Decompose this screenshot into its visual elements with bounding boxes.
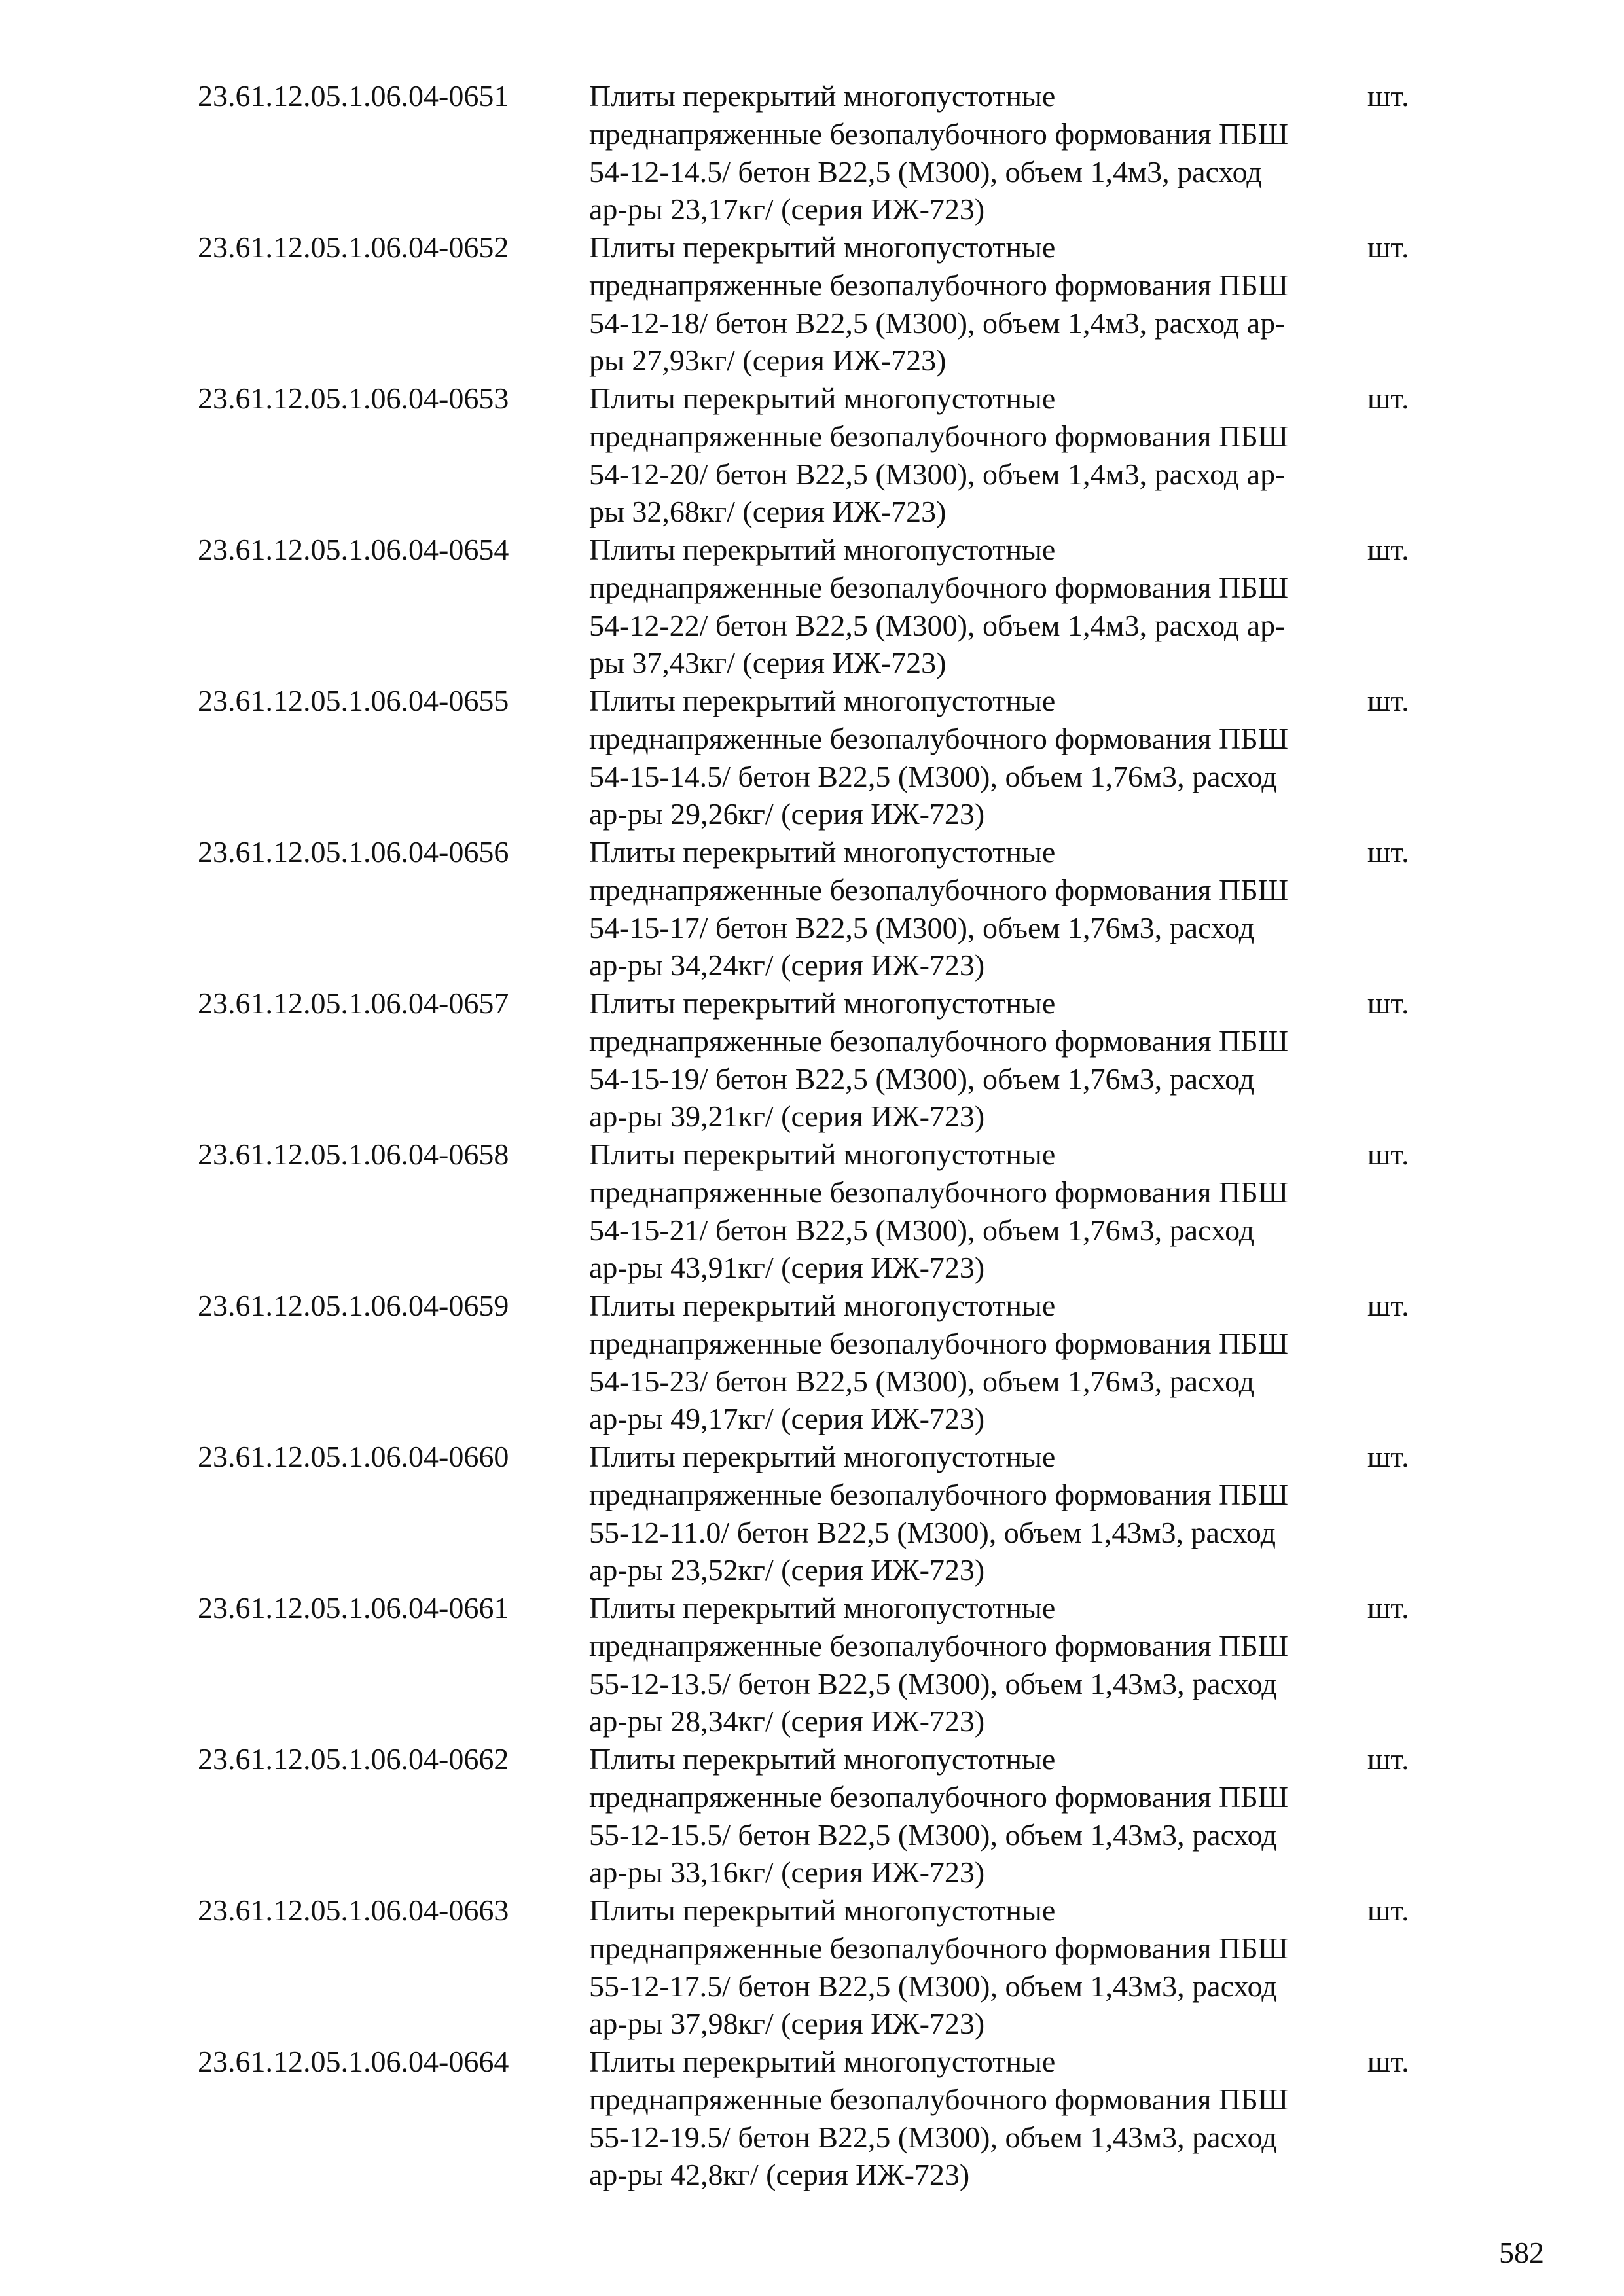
resource-code: 23.61.12.05.1.06.04-0663 (198, 1893, 509, 1927)
description-line: 55-12-15.5/ бетон B22,5 (M300), объем 1,43м3, расход (589, 1818, 1277, 1852)
description-line: преднапряженные безопалубочного формования ПБШ (589, 872, 1289, 906)
resource-description (589, 682, 1401, 833)
resource-code: 23.61.12.05.1.06.04-0662 (198, 1742, 509, 1776)
description-line: ар-ры 23,17кг/ (серия ИЖ-723) (589, 192, 985, 226)
resource-description (589, 1287, 1401, 1438)
description-line: ар-ры 43,91кг/ (серия ИЖ-723) (589, 1251, 985, 1285)
description-line: преднапряженные безопалубочного формования ПБШ (589, 1780, 1289, 1814)
description-line: 54-15-17/ бетон B22,5 (M300), объем 1,76м3, расход (589, 910, 1255, 944)
resource-code: 23.61.12.05.1.06.04-0660 (198, 1440, 509, 1473)
description-line: преднапряженные безопалубочного формования ПБШ (589, 117, 1289, 151)
description-line: преднапряженные безопалубочного формования ПБШ (589, 419, 1289, 453)
description-line: Плиты перекрытий многопустотные (589, 382, 1056, 415)
description-line: ар-ры 37,98кг/ (серия ИЖ-723) (589, 2007, 985, 2041)
description-line: Плиты перекрытий многопустотные (589, 79, 1056, 113)
catalog-entry (198, 380, 1441, 531)
description-line: 54-15-21/ бетон B22,5 (M300), объем 1,76м3, расход (589, 1213, 1255, 1247)
description-line: преднапряженные безопалубочного формования ПБШ (589, 1024, 1289, 1058)
unit-of-measure: шт. (1367, 230, 1409, 264)
catalog-entry (198, 682, 1441, 833)
description-line: ар-ры 29,26кг/ (серия ИЖ-723) (589, 797, 985, 831)
unit-of-measure: шт. (1367, 1289, 1409, 1322)
catalog-entry (198, 984, 1441, 1136)
description-line: ар-ры 34,24кг/ (серия ИЖ-723) (589, 948, 985, 982)
resource-code: 23.61.12.05.1.06.04-0659 (198, 1289, 509, 1322)
resource-description (589, 833, 1401, 984)
description-line: преднапряженные безопалубочного формования ПБШ (589, 570, 1289, 604)
unit-of-measure: шт. (1367, 1591, 1409, 1624)
description-line: 54-12-14.5/ бетон B22,5 (M300), объем 1,4м3, расход (589, 154, 1262, 188)
description-line: 55-12-13.5/ бетон B22,5 (M300), объем 1,43м3, расход (589, 1666, 1277, 1700)
resource-description (589, 2043, 1401, 2194)
description-line: Плиты перекрытий многопустотные (589, 2045, 1056, 2078)
page-number: 582 (1499, 2236, 1544, 2269)
description-line: ар-ры 42,8кг/ (серия ИЖ-723) (589, 2158, 970, 2192)
resource-code: 23.61.12.05.1.06.04-0656 (198, 835, 509, 869)
catalog-entry (198, 2043, 1441, 2194)
description-line: Плиты перекрытий многопустотные (589, 230, 1056, 264)
description-line: Плиты перекрытий многопустотные (589, 684, 1056, 717)
description-line: 54-15-19/ бетон B22,5 (M300), объем 1,76м3, расход (589, 1062, 1255, 1096)
resource-description (589, 228, 1401, 380)
description-line: преднапряженные безопалубочного формования ПБШ (589, 2082, 1289, 2116)
catalog-entry (198, 1136, 1441, 1287)
unit-of-measure: шт. (1367, 382, 1409, 415)
unit-of-measure: шт. (1367, 1893, 1409, 1927)
description-line: ры 27,93кг/ (серия ИЖ-723) (589, 344, 947, 378)
description-line: ар-ры 23,52кг/ (серия ИЖ-723) (589, 1553, 985, 1587)
unit-of-measure: шт. (1367, 684, 1409, 717)
resource-description (589, 77, 1401, 228)
catalog-entry (198, 77, 1441, 228)
description-line: ар-ры 49,17кг/ (серия ИЖ-723) (589, 1402, 985, 1436)
description-line: преднапряженные безопалубочного формования ПБШ (589, 721, 1289, 755)
description-line: ар-ры 28,34кг/ (серия ИЖ-723) (589, 1704, 985, 1738)
unit-of-measure: шт. (1367, 79, 1409, 113)
resource-description (589, 531, 1401, 682)
description-line: преднапряженные безопалубочного формования ПБШ (589, 268, 1289, 302)
catalog-entry (198, 1740, 1441, 1892)
catalog-entry (198, 833, 1441, 984)
description-line: 55-12-17.5/ бетон B22,5 (M300), объем 1,43м3, расход (589, 1969, 1277, 2003)
description-line: Плиты перекрытий многопустотные (589, 1289, 1056, 1322)
resource-description (589, 1136, 1401, 1287)
description-line: 55-12-19.5/ бетон B22,5 (M300), объем 1,43м3, расход (589, 2120, 1277, 2154)
description-line: преднапряженные безопалубочного формования ПБШ (589, 1628, 1289, 1662)
resource-description (589, 984, 1401, 1136)
description-line: 55-12-11.0/ бетон B22,5 (M300), объем 1,43м3, расход (589, 1515, 1276, 1549)
description-line: Плиты перекрытий многопустотные (589, 1138, 1056, 1171)
unit-of-measure: шт. (1367, 835, 1409, 869)
description-line: 54-12-22/ бетон B22,5 (M300), объем 1,4м3, расход ар- (589, 608, 1286, 642)
resource-code: 23.61.12.05.1.06.04-0653 (198, 382, 509, 415)
resource-code: 23.61.12.05.1.06.04-0654 (198, 533, 509, 566)
description-line: Плиты перекрытий многопустотные (589, 1893, 1056, 1927)
resource-description (589, 1740, 1401, 1892)
description-line: Плиты перекрытий многопустотные (589, 835, 1056, 869)
description-line: преднапряженные безопалубочного формования ПБШ (589, 1175, 1289, 1209)
description-line: преднапряженные безопалубочного формования ПБШ (589, 1931, 1289, 1965)
resource-description (589, 1892, 1401, 2043)
unit-of-measure: шт. (1367, 2045, 1409, 2078)
description-line: Плиты перекрытий многопустотные (589, 1742, 1056, 1776)
description-line: преднапряженные безопалубочного формования ПБШ (589, 1326, 1289, 1360)
description-line: Плиты перекрытий многопустотные (589, 533, 1056, 566)
description-line: ар-ры 39,21кг/ (серия ИЖ-723) (589, 1100, 985, 1134)
description-line: Плиты перекрытий многопустотные (589, 986, 1056, 1020)
price-catalog-list (198, 77, 1441, 2194)
catalog-entry (198, 1892, 1441, 2043)
catalog-entry (198, 531, 1441, 682)
description-line: 54-12-20/ бетон B22,5 (M300), объем 1,4м3, расход ар- (589, 457, 1286, 491)
resource-description (589, 1438, 1401, 1589)
unit-of-measure: шт. (1367, 1742, 1409, 1776)
resource-code: 23.61.12.05.1.06.04-0655 (198, 684, 509, 717)
resource-description (589, 380, 1401, 531)
resource-code: 23.61.12.05.1.06.04-0657 (198, 986, 509, 1020)
catalog-entry (198, 1438, 1441, 1589)
description-line: 54-15-23/ бетон B22,5 (M300), объем 1,76м3, расход (589, 1364, 1255, 1398)
description-line: Плиты перекрытий многопустотные (589, 1440, 1056, 1473)
description-line: Плиты перекрытий многопустотные (589, 1591, 1056, 1624)
resource-code: 23.61.12.05.1.06.04-0652 (198, 230, 509, 264)
resource-description (589, 1589, 1401, 1740)
catalog-entry (198, 1589, 1441, 1740)
unit-of-measure: шт. (1367, 1440, 1409, 1473)
resource-code: 23.61.12.05.1.06.04-0658 (198, 1138, 509, 1171)
description-line: преднапряженные безопалубочного формования ПБШ (589, 1477, 1289, 1511)
description-line: 54-12-18/ бетон B22,5 (M300), объем 1,4м3, расход ар- (589, 306, 1286, 340)
description-line: ры 37,43кг/ (серия ИЖ-723) (589, 646, 947, 680)
unit-of-measure: шт. (1367, 986, 1409, 1020)
description-line: ар-ры 33,16кг/ (серия ИЖ-723) (589, 1856, 985, 1890)
unit-of-measure: шт. (1367, 1138, 1409, 1171)
resource-code: 23.61.12.05.1.06.04-0664 (198, 2045, 509, 2078)
resource-code: 23.61.12.05.1.06.04-0661 (198, 1591, 509, 1624)
catalog-entry (198, 1287, 1441, 1438)
unit-of-measure: шт. (1367, 533, 1409, 566)
description-line: 54-15-14.5/ бетон B22,5 (M300), объем 1,76м3, расход (589, 759, 1277, 793)
resource-code: 23.61.12.05.1.06.04-0651 (198, 79, 509, 113)
description-line: ры 32,68кг/ (серия ИЖ-723) (589, 495, 947, 529)
catalog-entry (198, 228, 1441, 380)
